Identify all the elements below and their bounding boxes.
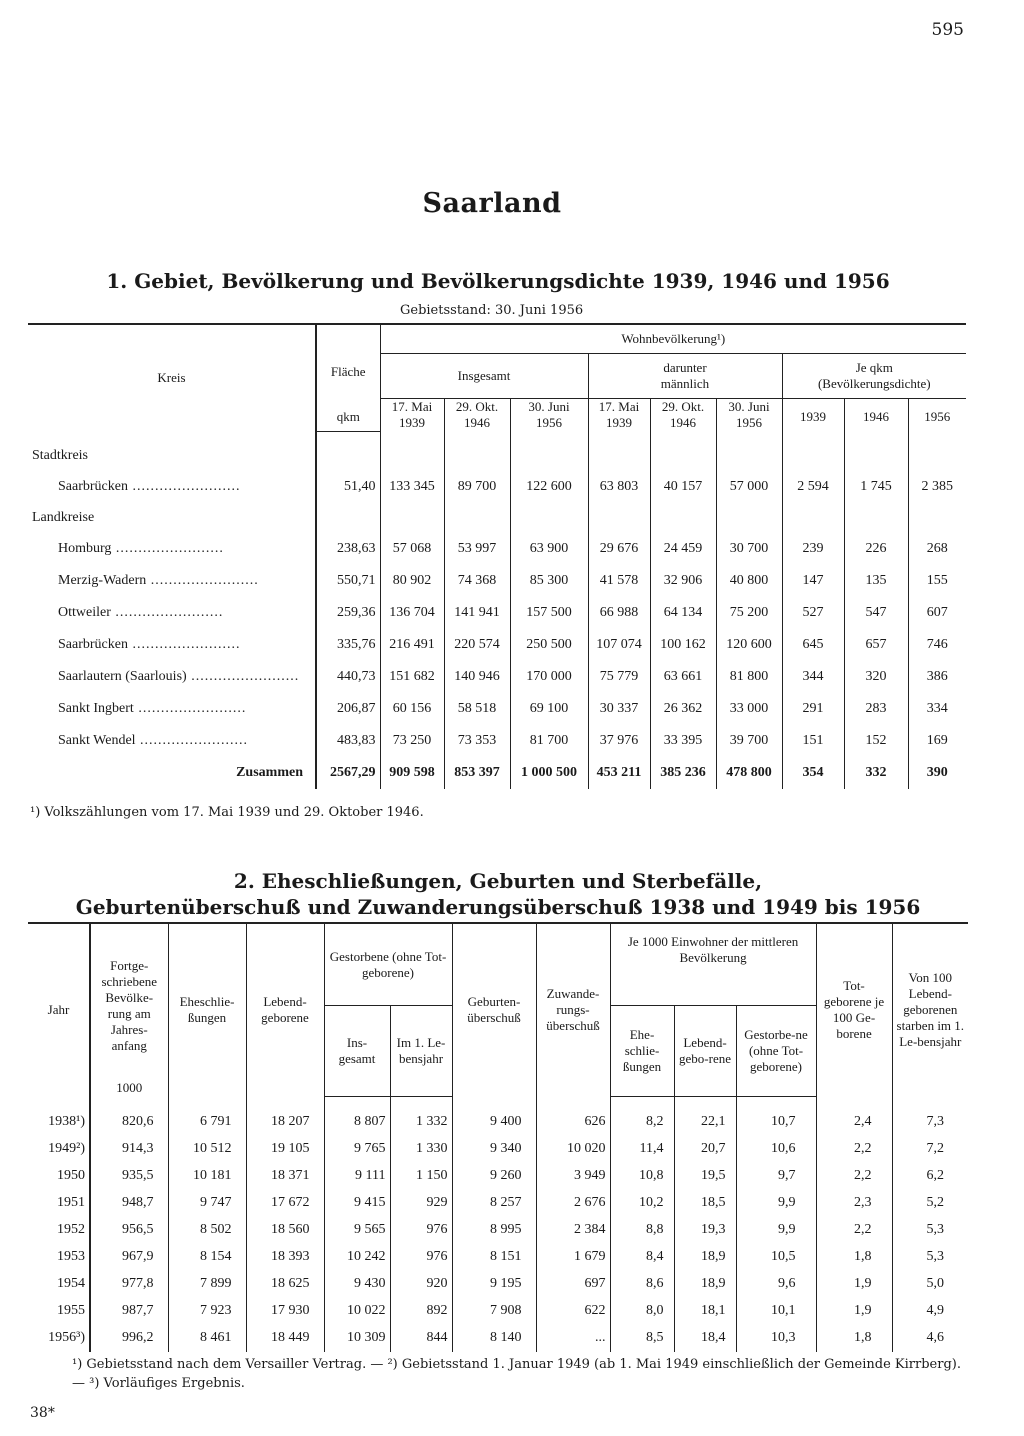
header-eheschliessungen: Eheschlie-ßungen: [168, 923, 246, 1096]
header-maennlich-l2: männlich: [660, 376, 710, 391]
cell: 40 800: [716, 565, 782, 597]
header-d1939: [380, 399, 444, 432]
table-row: [28, 1109, 968, 1136]
cell: 10 242: [324, 1244, 390, 1271]
cell: 607: [908, 597, 966, 629]
cell: 80 902: [380, 565, 444, 597]
cell: 386: [908, 661, 966, 693]
cell: 10,1: [736, 1298, 816, 1325]
cell: 41 578: [588, 565, 650, 597]
cell: 2 384: [536, 1217, 610, 1244]
cell: 976: [390, 1217, 452, 1244]
cell: 746: [908, 629, 966, 661]
cell: 2 594: [782, 471, 844, 503]
cell: 291: [782, 693, 844, 725]
table-row: [28, 1325, 968, 1352]
table-row: [28, 1163, 968, 1190]
table2-title-line1: 2. Eheschließungen, Geburten und Sterbefälle,: [233, 869, 763, 893]
cell: 9 260: [452, 1163, 536, 1190]
cell: 9 430: [324, 1271, 390, 1298]
header-d1946-l2: 1946: [464, 415, 490, 430]
header-y1939: 1939: [782, 399, 844, 432]
cell: 892: [390, 1298, 452, 1325]
cell: 63 661: [650, 661, 716, 693]
cell: 18,5: [674, 1190, 736, 1217]
header-kreis: Kreis: [157, 370, 186, 385]
cell: 169: [908, 725, 966, 757]
signature-mark: 38*: [30, 1405, 55, 1421]
kreis-name: Saarbrücken .....: [58, 637, 240, 652]
cell: 1 330: [390, 1136, 452, 1163]
cell: 100 162: [650, 629, 716, 661]
table-row: [28, 533, 966, 565]
cell: 996,2: [90, 1325, 168, 1352]
header-zuwanderungsueberschuss: Zuwande-rungs-überschuß: [536, 923, 610, 1096]
cell: 7 899: [168, 1271, 246, 1298]
cell: 844: [390, 1325, 452, 1352]
cell: 5,2: [892, 1190, 968, 1217]
cell: 9,7: [736, 1163, 816, 1190]
table-row: [28, 471, 966, 503]
cell: 935,5: [90, 1163, 168, 1190]
cell: 8,4: [610, 1244, 674, 1271]
header-m1956-l1: 30. Juni: [728, 399, 770, 414]
cell: 39 700: [716, 725, 782, 757]
cell: 170 000: [510, 661, 588, 693]
cell: 9 765: [324, 1136, 390, 1163]
header-geburtenueberschuss: Geburten-überschuß: [452, 923, 536, 1096]
header-je-lebend: Lebend-gebo-rene: [674, 1006, 736, 1096]
cell: 140 946: [444, 661, 510, 693]
table1-title: 1. Gebiet, Bevölkerung und Bevölkerungsdichte 1939, 1946 und 1956: [106, 269, 890, 293]
header-bevoelkerung: [90, 923, 168, 1096]
cell: 948,7: [90, 1190, 168, 1217]
table1-gebietsstand: Gebietsstand: 30. Juni 1956: [400, 303, 584, 318]
cell: 9,9: [736, 1190, 816, 1217]
cell: 26 362: [650, 693, 716, 725]
cell: 4,9: [892, 1298, 968, 1325]
header-insgesamt: Insgesamt: [380, 354, 588, 399]
cell: 8 154: [168, 1244, 246, 1271]
header-je-ehe: Ehe-schlie-ßungen: [610, 1006, 674, 1096]
cell: 18 560: [246, 1217, 324, 1244]
header-d1939-l2: 1939: [399, 415, 425, 430]
year-cell: 1954: [57, 1276, 85, 1291]
cell: 920: [390, 1271, 452, 1298]
cell: 18 625: [246, 1271, 324, 1298]
cell: 909 598: [380, 757, 444, 789]
header-je-qkm: [782, 354, 966, 399]
cell: 155: [908, 565, 966, 597]
cell: 122 600: [510, 471, 588, 503]
kreis-name: Saarlautern (Saarlouis) .....: [58, 669, 299, 684]
cell: 385 236: [650, 757, 716, 789]
cell: 2,2: [816, 1217, 892, 1244]
cell: 250 500: [510, 629, 588, 661]
header-gest-insgesamt: Ins-gesamt: [324, 1006, 390, 1096]
header-y1956: 1956: [908, 399, 966, 432]
cell: 1 000 500: [510, 757, 588, 789]
table2-title: [0, 868, 996, 920]
cell: 2,3: [816, 1190, 892, 1217]
year-cell: 1951: [57, 1195, 85, 1210]
table-row: [28, 565, 966, 597]
cell: 1,9: [816, 1271, 892, 1298]
cell: 63 803: [588, 471, 650, 503]
cell: 18 393: [246, 1244, 324, 1271]
cell: 32 906: [650, 565, 716, 597]
cell: 29 676: [588, 533, 650, 565]
cell: 73 250: [380, 725, 444, 757]
kreis-name: Saarbrücken .....: [58, 479, 240, 494]
cell: 57 068: [380, 533, 444, 565]
header-qkm: qkm: [316, 399, 380, 432]
cell: 10,5: [736, 1244, 816, 1271]
cell: 10,7: [736, 1109, 816, 1136]
cell: 2 676: [536, 1190, 610, 1217]
cell: 18,9: [674, 1271, 736, 1298]
cell: 453 211: [588, 757, 650, 789]
cell: 53 997: [444, 533, 510, 565]
cell: 33 395: [650, 725, 716, 757]
header-wohnbevoelkerung: Wohnbevölkerung¹): [380, 324, 966, 354]
cell: 10,2: [610, 1190, 674, 1217]
cell: 4,6: [892, 1325, 968, 1352]
cell: 7 908: [452, 1298, 536, 1325]
header-jahr: Jahr: [47, 1002, 70, 1017]
cell: 2 385: [908, 471, 966, 503]
header-maennlich: [588, 354, 782, 399]
cell: 238,63: [316, 533, 380, 565]
cell: 440,73: [316, 661, 380, 693]
table2-footnote-line2: — ³) Vorläufiges Ergebnis.: [72, 1376, 245, 1391]
kreis-name: Homburg .....: [58, 541, 224, 556]
header-d1956-l2: 1956: [536, 415, 562, 430]
cell: 8 995: [452, 1217, 536, 1244]
cell: 81 800: [716, 661, 782, 693]
cell: 136 704: [380, 597, 444, 629]
cell: 57 000: [716, 471, 782, 503]
cell: 332: [844, 757, 908, 789]
cell: 1 150: [390, 1163, 452, 1190]
cell: 1,8: [816, 1325, 892, 1352]
cell: 216 491: [380, 629, 444, 661]
cell: 206,87: [316, 693, 380, 725]
header-je-1000: Je 1000 Einwohner der mittleren Bevölkerung: [610, 923, 816, 1006]
header-d1939-l1: 17. Mai: [391, 399, 433, 414]
cell: 10,8: [610, 1163, 674, 1190]
cell: 58 518: [444, 693, 510, 725]
table-row: [28, 629, 966, 661]
header-von-100: Von 100 Lebend-geborenen starben im 1. Le-bensjahr: [892, 923, 968, 1096]
cell: 7,3: [892, 1109, 968, 1136]
header-d1956: [510, 399, 588, 432]
cell: 914,3: [90, 1136, 168, 1163]
cell: 69 100: [510, 693, 588, 725]
cell: 820,6: [90, 1109, 168, 1136]
cell: 220 574: [444, 629, 510, 661]
header-d1946-l1: 29. Okt.: [455, 399, 499, 414]
cell: 30 700: [716, 533, 782, 565]
cell: 9 415: [324, 1190, 390, 1217]
cell: 697: [536, 1271, 610, 1298]
table1-footnote: ¹) Volkszählungen vom 17. Mai 1939 und 29. Oktober 1946.: [30, 805, 424, 820]
cell: 7,2: [892, 1136, 968, 1163]
header-m1939: [588, 399, 650, 432]
group-stadtkreis: Stadtkreis: [32, 448, 88, 463]
header-flaeche: Fläche: [316, 324, 380, 399]
cell: 550,71: [316, 565, 380, 597]
cell: 133 345: [380, 471, 444, 503]
cell: 929: [390, 1190, 452, 1217]
cell: 74 368: [444, 565, 510, 597]
cell: 9,6: [736, 1271, 816, 1298]
header-m1939-l1: 17. Mai: [598, 399, 640, 414]
header-d1956-l1: 30. Juni: [528, 399, 570, 414]
cell: 18,9: [674, 1244, 736, 1271]
page-title: Saarland: [422, 188, 562, 219]
cell: 18,1: [674, 1298, 736, 1325]
header-bevoelkerung-label: Fortge-schriebene Bevölke-rung am Jahres-anfang: [101, 958, 158, 1053]
cell: 89 700: [444, 471, 510, 503]
total-label: Zusammen: [236, 765, 303, 780]
cell: 8,0: [610, 1298, 674, 1325]
cell: 657: [844, 629, 908, 661]
cell: 2,2: [816, 1163, 892, 1190]
cell: ...: [536, 1325, 610, 1352]
cell: 151 682: [380, 661, 444, 693]
cell: 8 807: [324, 1109, 390, 1136]
year-cell: 1950: [57, 1168, 85, 1183]
cell: 10 181: [168, 1163, 246, 1190]
cell: 344: [782, 661, 844, 693]
cell: 226: [844, 533, 908, 565]
cell: 987,7: [90, 1298, 168, 1325]
table-row: [28, 1271, 968, 1298]
cell: 268: [908, 533, 966, 565]
cell: 2567,29: [316, 757, 380, 789]
cell: 10,3: [736, 1325, 816, 1352]
cell: 20,7: [674, 1136, 736, 1163]
cell: 10 512: [168, 1136, 246, 1163]
header-gest-im-1-lj: Im 1. Le-bensjahr: [390, 1006, 452, 1096]
header-m1939-l2: 1939: [606, 415, 632, 430]
cell: 37 976: [588, 725, 650, 757]
cell: 1 745: [844, 471, 908, 503]
cell: 334: [908, 693, 966, 725]
cell: 8,8: [610, 1217, 674, 1244]
cell: 51,40: [316, 471, 380, 503]
cell: 645: [782, 629, 844, 661]
cell: 60 156: [380, 693, 444, 725]
cell: 19,3: [674, 1217, 736, 1244]
cell: 320: [844, 661, 908, 693]
cell: 9 111: [324, 1163, 390, 1190]
table-row: [28, 1190, 968, 1217]
cell: 10 022: [324, 1298, 390, 1325]
table-row: [28, 1217, 968, 1244]
cell: 75 200: [716, 597, 782, 629]
cell: 85 300: [510, 565, 588, 597]
header-m1946-l2: 1946: [670, 415, 696, 430]
cell: 24 459: [650, 533, 716, 565]
year-cell: 1953: [57, 1249, 85, 1264]
cell: 2,2: [816, 1136, 892, 1163]
cell: 9 195: [452, 1271, 536, 1298]
cell: 967,9: [90, 1244, 168, 1271]
year-cell: 1955: [57, 1303, 85, 1318]
kreis-name: Sankt Ingbert .....: [58, 701, 246, 716]
cell: 8 461: [168, 1325, 246, 1352]
table-row: [28, 1136, 968, 1163]
year-cell: 1938¹): [48, 1114, 85, 1129]
table-row: [28, 597, 966, 629]
table1: [28, 323, 966, 789]
year-cell: 1949²): [48, 1141, 85, 1156]
table2-footnote-line1: ¹) Gebietsstand nach dem Versailler Vertrag. — ²) Gebietsstand 1. Januar 1949 (ab 1. Mai 1949 einschließlich der Gemeinde Kirrberg).: [72, 1357, 961, 1372]
cell: 9 340: [452, 1136, 536, 1163]
cell: 626: [536, 1109, 610, 1136]
cell: 10,6: [736, 1136, 816, 1163]
cell: 354: [782, 757, 844, 789]
cell: 120 600: [716, 629, 782, 661]
cell: 17 672: [246, 1190, 324, 1217]
cell: 478 800: [716, 757, 782, 789]
cell: 8,6: [610, 1271, 674, 1298]
cell: 335,76: [316, 629, 380, 661]
group-landkreise: Landkreise: [32, 510, 95, 525]
header-gestorbene: Gestorbene (ohne Tot-geborene): [324, 923, 452, 1006]
cell: 1,9: [816, 1298, 892, 1325]
table-row: [28, 1244, 968, 1271]
cell: 5,0: [892, 1271, 968, 1298]
table-row: [28, 1298, 968, 1325]
cell: 3 949: [536, 1163, 610, 1190]
cell: 239: [782, 533, 844, 565]
cell: 1,8: [816, 1244, 892, 1271]
year-cell: 1956³): [48, 1330, 85, 1345]
cell: 1 679: [536, 1244, 610, 1271]
cell: 9 747: [168, 1190, 246, 1217]
cell: 18 207: [246, 1109, 324, 1136]
cell: 147: [782, 565, 844, 597]
header-je-gest: Gestorbe-ne (ohne Tot-geborene): [736, 1006, 816, 1096]
header-je-qkm-l2: (Bevölkerungsdichte): [817, 376, 931, 391]
cell: 8,5: [610, 1325, 674, 1352]
cell: 11,4: [610, 1136, 674, 1163]
cell: 64 134: [650, 597, 716, 629]
cell: 976: [390, 1244, 452, 1271]
cell: 152: [844, 725, 908, 757]
cell: 8 140: [452, 1325, 536, 1352]
cell: 483,83: [316, 725, 380, 757]
cell: 135: [844, 565, 908, 597]
cell: 10 309: [324, 1325, 390, 1352]
cell: 5,3: [892, 1217, 968, 1244]
cell: 107 074: [588, 629, 650, 661]
cell: 151: [782, 725, 844, 757]
header-m1956: [716, 399, 782, 432]
year-cell: 1952: [57, 1222, 85, 1237]
cell: 527: [782, 597, 844, 629]
cell: 22,1: [674, 1109, 736, 1136]
cell: 8 502: [168, 1217, 246, 1244]
table-row: [28, 693, 966, 725]
cell: 853 397: [444, 757, 510, 789]
header-lebendgeborene: Lebend-geborene: [246, 923, 324, 1096]
cell: 19 105: [246, 1136, 324, 1163]
kreis-name: Sankt Wendel .....: [58, 733, 248, 748]
cell: 141 941: [444, 597, 510, 629]
page-number: 595: [931, 20, 964, 40]
header-totgeborene: Tot-geborene je 100 Ge-borene: [816, 923, 892, 1096]
cell: 8,2: [610, 1109, 674, 1136]
header-maennlich-l1: darunter: [663, 360, 707, 375]
header-bevoelkerung-unit: 1000: [116, 1080, 143, 1095]
cell: 622: [536, 1298, 610, 1325]
cell: 19,5: [674, 1163, 736, 1190]
cell: 17 930: [246, 1298, 324, 1325]
cell: 18,4: [674, 1325, 736, 1352]
cell: 30 337: [588, 693, 650, 725]
cell: 8 257: [452, 1190, 536, 1217]
cell: 9 400: [452, 1109, 536, 1136]
cell: 9 565: [324, 1217, 390, 1244]
cell: 73 353: [444, 725, 510, 757]
header-m1946-l1: 29. Okt.: [661, 399, 705, 414]
kreis-name: Merzig-Wadern .....: [58, 573, 259, 588]
kreis-name: Ottweiler .....: [58, 605, 223, 620]
cell: 40 157: [650, 471, 716, 503]
cell: 18 371: [246, 1163, 324, 1190]
table2-title-line2: Geburtenüberschuß und Zuwanderungsüberschuß 1938 und 1949 bis 1956: [75, 895, 921, 919]
cell: 66 988: [588, 597, 650, 629]
header-d1946: [444, 399, 510, 432]
cell: 956,5: [90, 1217, 168, 1244]
table-row: [28, 661, 966, 693]
cell: 259,36: [316, 597, 380, 629]
cell: 6 791: [168, 1109, 246, 1136]
cell: 63 900: [510, 533, 588, 565]
cell: 18 449: [246, 1325, 324, 1352]
cell: 547: [844, 597, 908, 629]
header-je-qkm-l1: Je qkm: [855, 360, 893, 375]
cell: 5,3: [892, 1244, 968, 1271]
table2: [28, 922, 968, 1352]
table-row: [28, 725, 966, 757]
cell: 8 151: [452, 1244, 536, 1271]
header-m1956-l2: 1956: [736, 415, 762, 430]
total-row: [28, 757, 966, 789]
cell: 75 779: [588, 661, 650, 693]
cell: 1 332: [390, 1109, 452, 1136]
cell: 10 020: [536, 1136, 610, 1163]
cell: 2,4: [816, 1109, 892, 1136]
cell: 283: [844, 693, 908, 725]
cell: 6,2: [892, 1163, 968, 1190]
cell: 33 000: [716, 693, 782, 725]
header-m1946: [650, 399, 716, 432]
cell: 977,8: [90, 1271, 168, 1298]
cell: 7 923: [168, 1298, 246, 1325]
header-y1946: 1946: [844, 399, 908, 432]
cell: 157 500: [510, 597, 588, 629]
cell: 81 700: [510, 725, 588, 757]
cell: 390: [908, 757, 966, 789]
cell: 9,9: [736, 1217, 816, 1244]
